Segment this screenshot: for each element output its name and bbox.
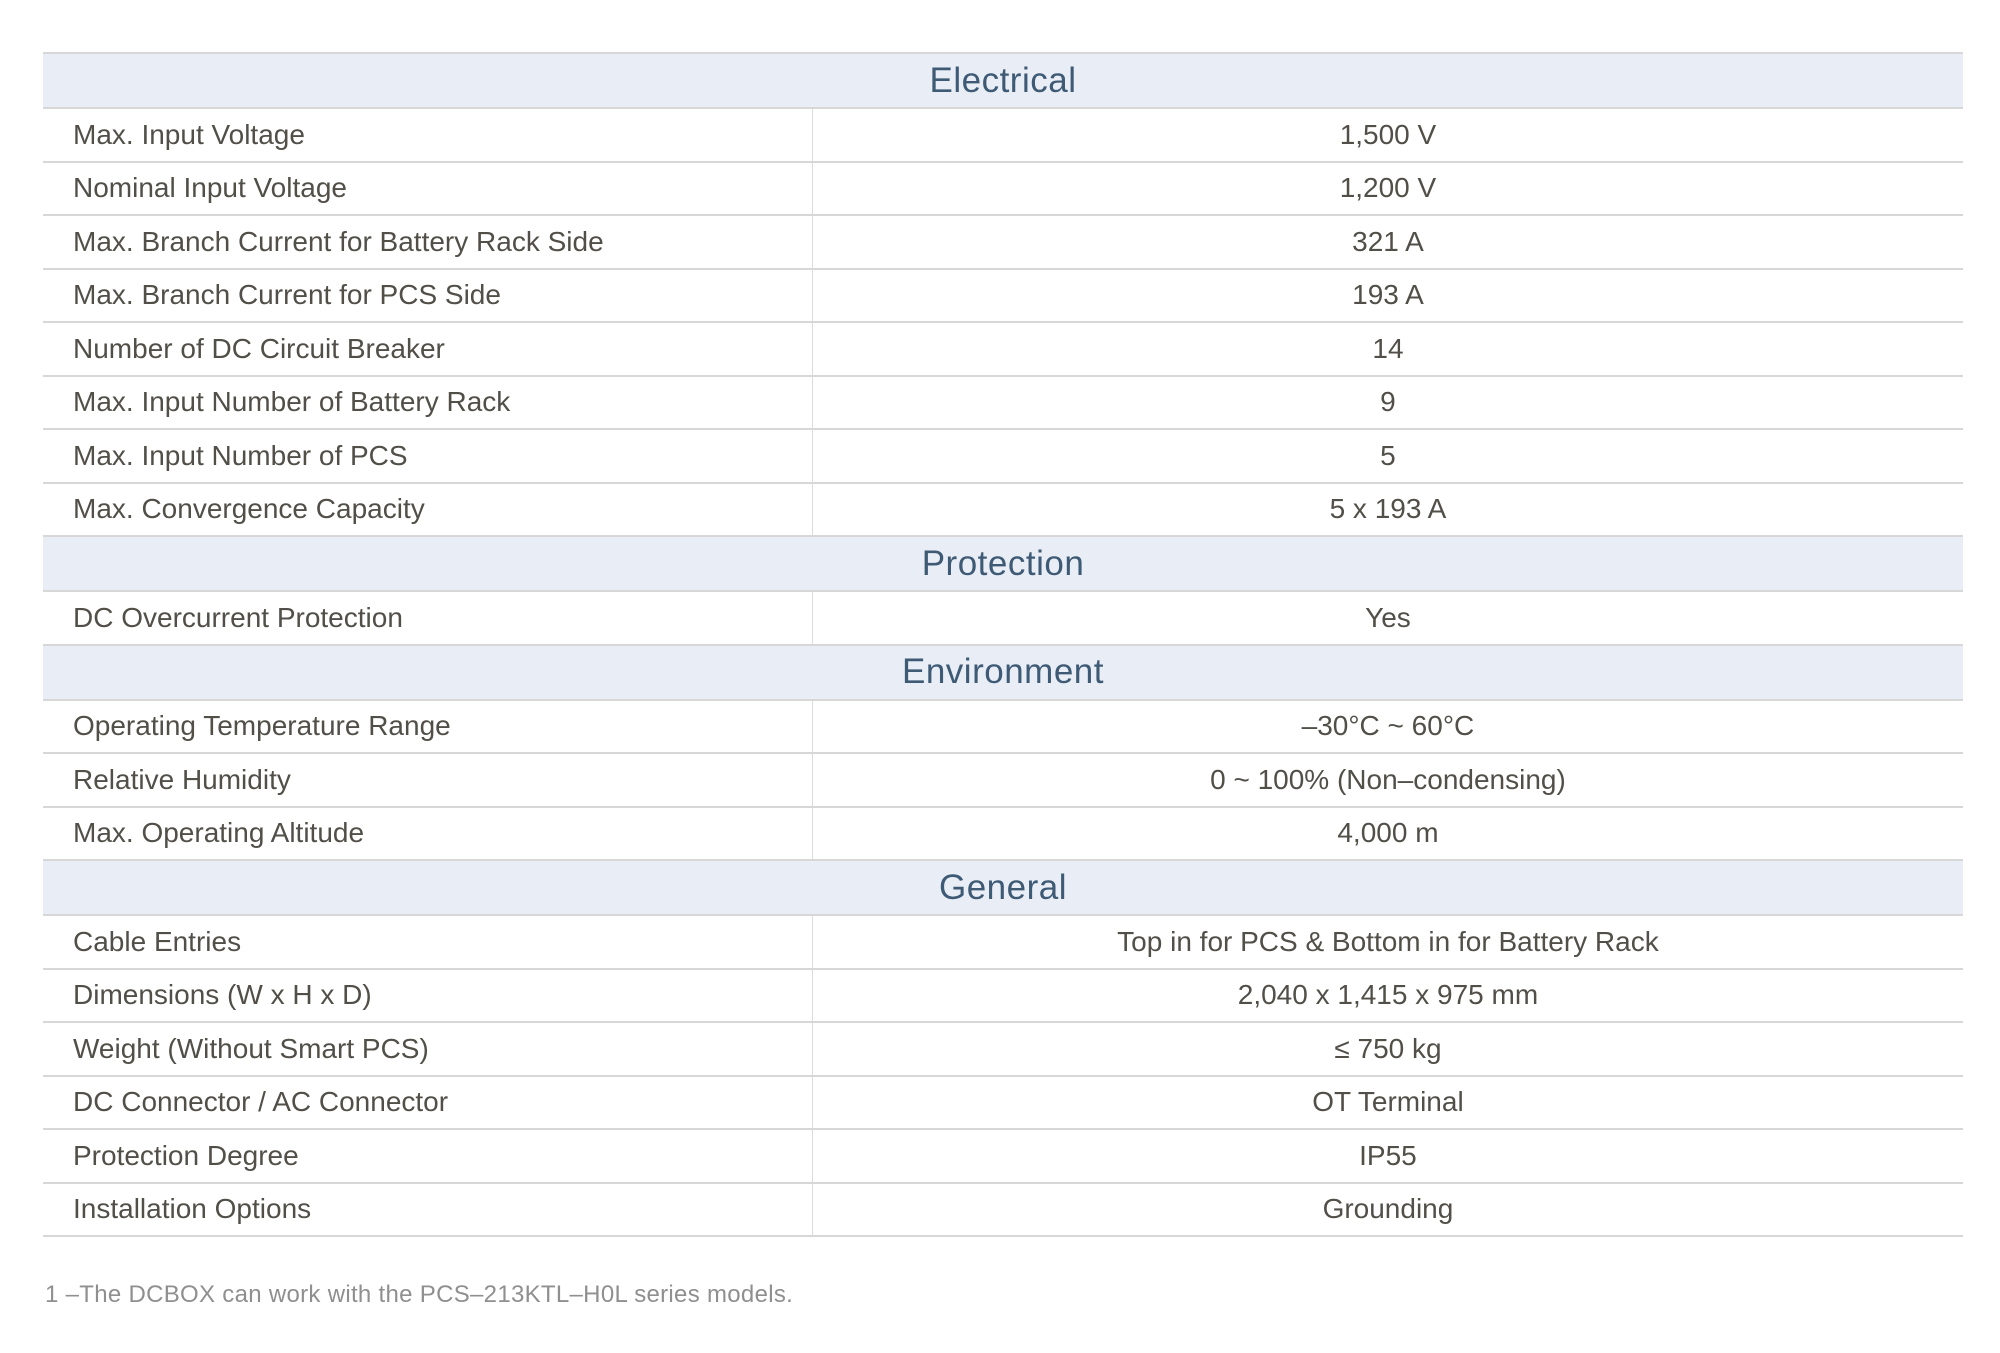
row-label: Weight (Without Smart PCS): [43, 1023, 813, 1075]
table-row: [43, 109, 1963, 163]
row-value: –30°C ~ 60°C: [1301, 710, 1475, 742]
row-label: Installation Options: [43, 1184, 813, 1236]
row-label: Max. Operating Altitude: [43, 808, 813, 860]
row-value: 5 x 193 A: [1329, 493, 1447, 525]
table-row: [43, 323, 1963, 377]
table-row: [43, 754, 1963, 808]
row-label: Cable Entries: [43, 916, 813, 968]
section-header: Environment: [43, 646, 1963, 701]
row-value: 2,040 x 1,415 x 975 mm: [1237, 979, 1539, 1011]
table-row: [43, 163, 1963, 217]
row-value: Yes: [1365, 601, 1411, 633]
row-label: DC Connector / AC Connector: [43, 1077, 813, 1129]
row-label: Max. Input Number of Battery Rack: [43, 377, 813, 429]
row-value: Grounding: [1322, 1193, 1454, 1225]
row-label: Max. Branch Current for PCS Side: [43, 270, 813, 322]
row-label: Number of DC Circuit Breaker: [43, 323, 813, 375]
table-row: [43, 1130, 1963, 1184]
row-value: 9: [1380, 386, 1396, 418]
table-row: [43, 592, 1963, 646]
row-label: Relative Humidity: [43, 754, 813, 806]
row-label: Max. Input Number of PCS: [43, 430, 813, 482]
row-label: Operating Temperature Range: [43, 701, 813, 753]
row-value: 4,000 m: [1337, 817, 1439, 849]
table-row: [43, 484, 1963, 538]
row-value: 1,500 V: [1339, 118, 1437, 150]
row-value: 5: [1380, 439, 1396, 471]
row-value: Top in for PCS & Bottom in for Battery Rack: [1117, 925, 1659, 957]
row-value: 14: [1372, 332, 1404, 364]
row-label: Max. Input Voltage: [43, 109, 813, 161]
footnote: 1 –The DCBOX can work with the PCS–213KTL–H0L series models.: [45, 1281, 794, 1308]
table-row: [43, 430, 1963, 484]
row-label: Dimensions (W x H x D): [43, 970, 813, 1022]
table-row: [43, 916, 1963, 970]
section-header: Protection: [43, 537, 1963, 592]
row-value: 193 A: [1352, 279, 1424, 311]
table-row: [43, 701, 1963, 755]
table-row: [43, 970, 1963, 1024]
table-row: [43, 216, 1963, 270]
row-value: IP55: [1359, 1139, 1417, 1171]
row-label: DC Overcurrent Protection: [43, 592, 813, 644]
row-label: Protection Degree: [43, 1130, 813, 1182]
row-value: 1,200 V: [1339, 172, 1437, 204]
row-value: OT Terminal: [1312, 1086, 1464, 1118]
section-header: Electrical: [43, 54, 1963, 109]
row-label: Max. Branch Current for Battery Rack Side: [43, 216, 813, 268]
row-value: 0 ~ 100% (Non–condensing): [1210, 763, 1566, 795]
row-label: Max. Convergence Capacity: [43, 484, 813, 536]
table-row: [43, 1023, 1963, 1077]
row-label: Nominal Input Voltage: [43, 163, 813, 215]
table-row: [43, 1184, 1963, 1238]
spec-table: [43, 52, 1963, 1237]
table-row: [43, 270, 1963, 324]
table-row: [43, 1077, 1963, 1131]
table-row: [43, 377, 1963, 431]
section-header: General: [43, 861, 1963, 916]
row-value: 321 A: [1352, 225, 1424, 257]
table-row: [43, 808, 1963, 862]
row-value: ≤ 750 kg: [1334, 1032, 1442, 1064]
